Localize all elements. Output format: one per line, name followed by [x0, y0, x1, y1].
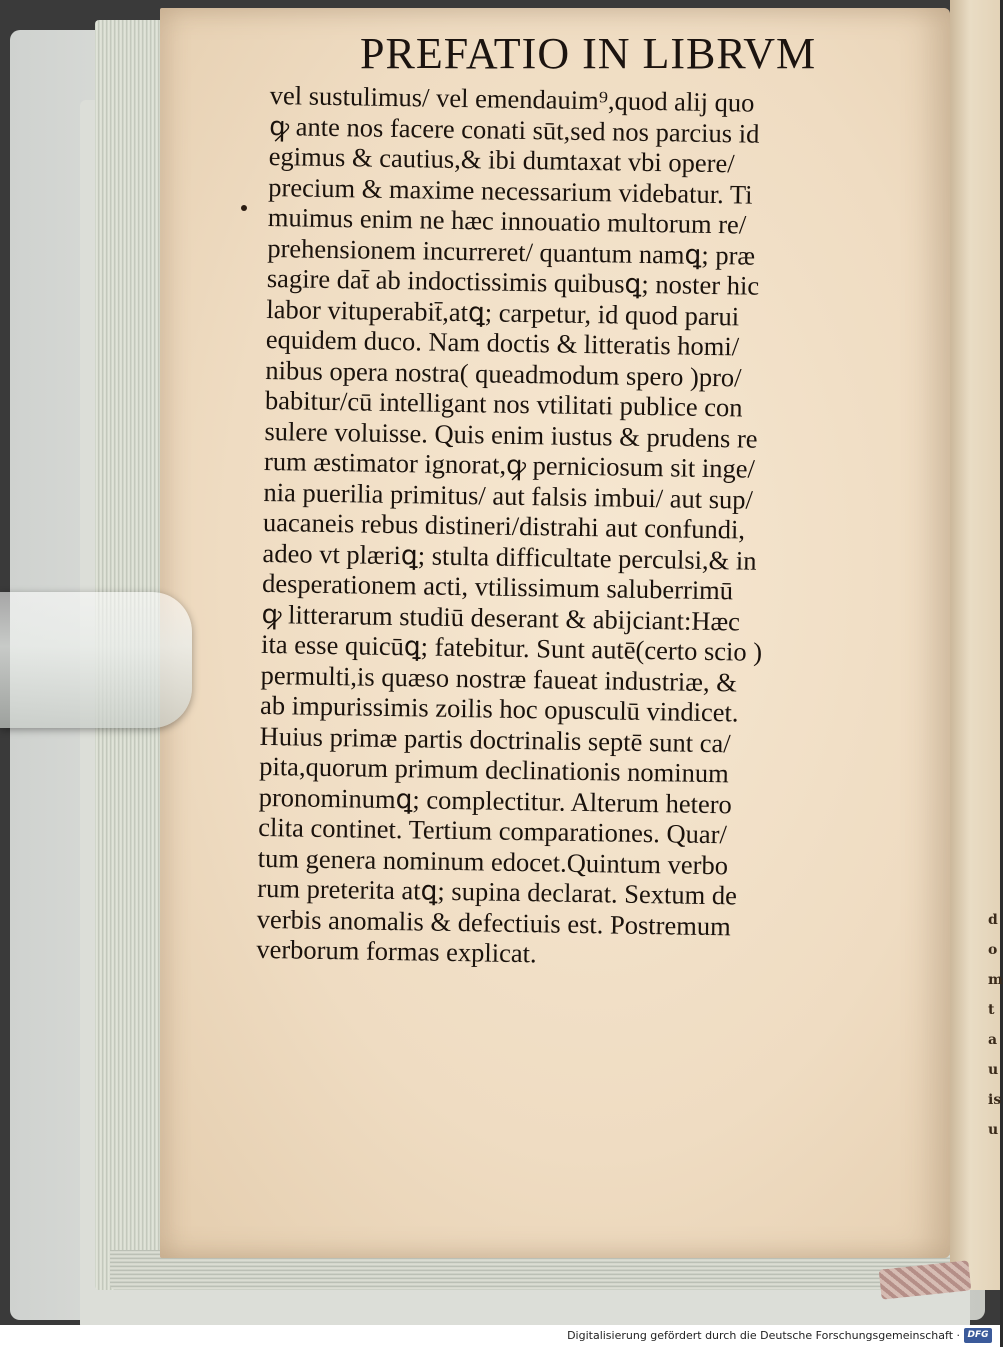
- page-heading: PREFATIO IN LIBRVM: [360, 29, 817, 78]
- text-line: precium & maxime necessarium videbatur. Ti: [268, 171, 753, 210]
- text-line: sulere voluisse. Quis enim iustus & prudens re: [264, 415, 758, 454]
- text-line: equidem duco. Nam doctis & litteratis homi/: [265, 323, 740, 362]
- text-line: uacaneis rebus distineri/distrahi aut confundi,: [262, 506, 746, 545]
- text-line: labor vituperabit̄,atꝗ; carpetur, id quod parui: [266, 293, 740, 331]
- footer-bar: [0, 1325, 1000, 1347]
- facing-page-fragment: u: [988, 1122, 999, 1138]
- text-line: sagire dat̄ ab indoctissimis quibusꝗ; noster hic: [266, 262, 760, 301]
- text-line: pita,quorum primum declinationis nominum: [258, 750, 729, 789]
- facing-page-fragment: d: [988, 912, 998, 928]
- text-line: muimus enim ne hæc innouatio multorum re/: [267, 201, 747, 240]
- text-line: permulti,is quæso nostræ faueat industriæ, &: [260, 659, 738, 697]
- facing-page-fragment: u: [988, 1062, 999, 1078]
- text-line: Huius primæ partis doctrinalis septē sunt ca/: [259, 720, 731, 758]
- text-line: tum genera nominum edocet.Quintum verbo: [257, 842, 729, 880]
- facing-page-fragment: m: [988, 972, 1003, 988]
- ink-spot: [241, 205, 247, 211]
- text-line: rum preterita atꝗ; supina declarat. Sextum de: [257, 872, 738, 911]
- facing-page-fragment: o: [988, 942, 998, 958]
- facing-page-fragment: a: [988, 1032, 998, 1048]
- text-line: verbis anomalis & defectiuis est. Postremum: [256, 903, 731, 941]
- text-line: pronominumꝗ; complectitur. Alterum hetero: [258, 781, 733, 819]
- text-line: ita esse quicūꝗ; fatebitur. Sunt autē(certo scio ): [260, 628, 763, 667]
- text-line: ꝙ litterarum studiū deserant & abijciant:Hæc: [261, 598, 741, 636]
- dfg-logo-icon: DFG: [964, 1328, 992, 1343]
- text-line: egimus & cautius,& ibi dumtaxat vbi opere/: [268, 140, 735, 179]
- facing-page-fragments: [988, 905, 1003, 1145]
- facing-page-fragment: is: [988, 1092, 1002, 1108]
- text-line: ab impurissimis zoilis hoc opusculū vindicet.: [259, 689, 739, 728]
- page-body-text: [256, 80, 910, 974]
- text-line: babitur/cū intelligant nos vtilitati publice con: [264, 384, 743, 423]
- text-line: nibus opera nostra( queadmodum spero )pro/: [265, 354, 742, 392]
- text-line: clita continet. Tertium comparationes. Quar/: [258, 811, 728, 850]
- text-line: nia puerilia primitus/ aut falsis imbui/ aut sup/: [263, 476, 754, 515]
- text-line: rum æstimator ignorat,ꝙ perniciosum sit inge/: [263, 445, 756, 484]
- text-line: desperationem acti, vtilissimum saluberrimū: [261, 567, 734, 606]
- text-line: verborum formas explicat.: [256, 933, 537, 969]
- text-line: prehensionem incurreret/ quantum namꝗ; præ: [267, 232, 756, 271]
- text-line: vel sustulimus/ vel emendauim⁹,quod alij quo: [269, 80, 755, 118]
- text-line: adeo vt plæriꝗ; stulta difficultate perculsi,& in: [262, 537, 757, 576]
- glass-page-clamp: [0, 592, 192, 728]
- facing-page-fragment: t: [988, 1002, 995, 1018]
- text-line: ꝙ ante nos facere conati sūt,sed nos parcius id: [269, 110, 760, 149]
- footer-credit: Digitalisierung gefördert durch die Deutsche Forschungsgemeinschaft ·: [567, 1329, 960, 1342]
